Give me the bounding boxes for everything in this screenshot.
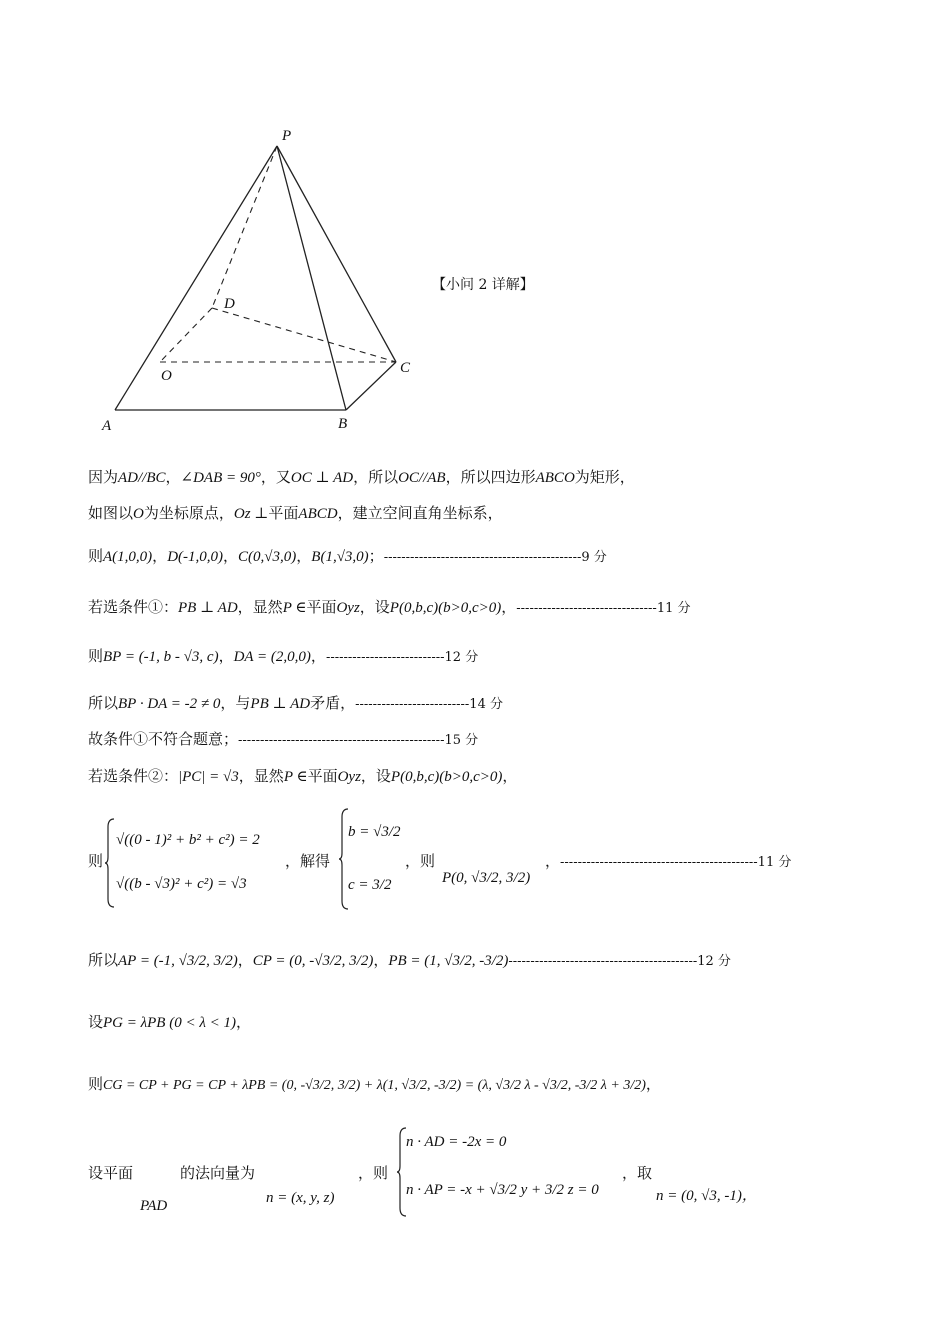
normal-text bbox=[180, 1163, 255, 1183]
solution-c: c = 3/2 bbox=[348, 877, 392, 893]
text: ，建立空间直角坐标系， bbox=[337, 504, 503, 522]
line-1 bbox=[88, 467, 635, 488]
text: 设平面 bbox=[88, 1164, 134, 1182]
math: n = (0, √3, -1) bbox=[656, 1188, 742, 1204]
math: Oyz bbox=[337, 769, 361, 785]
score-marker: ---------------------------12 分 bbox=[325, 650, 479, 665]
label-B: B bbox=[338, 416, 348, 432]
text: ， bbox=[165, 468, 181, 486]
math: OC ⊥ AD bbox=[290, 470, 354, 486]
text: ， bbox=[373, 951, 389, 969]
line-2 bbox=[88, 503, 503, 524]
solve-text bbox=[285, 851, 330, 871]
math: B(1,√3,0) bbox=[311, 549, 369, 565]
math: CG = CP + PG = CP + λPB = (0, -√3/2, 3/2) + λ(1, √3/2, -3/2) = (λ, √3/2 λ - √3/2, -3/2 λ + 3/2) bbox=[103, 1078, 646, 1093]
edge-PC bbox=[277, 146, 396, 362]
text: ， bbox=[237, 951, 253, 969]
text: 则 bbox=[88, 852, 104, 870]
line-5 bbox=[88, 646, 478, 668]
text: ， bbox=[218, 647, 234, 665]
text: ，则 bbox=[405, 852, 436, 870]
math: BP · DA = -2 ≠ 0 bbox=[118, 696, 221, 712]
text: ，又 bbox=[260, 468, 291, 486]
line-13-prefix bbox=[88, 1163, 133, 1183]
math: ∠DAB = 90° bbox=[180, 470, 261, 486]
math: P(0,b,c)(b>0,c>0) bbox=[389, 600, 502, 616]
pyramid-figure bbox=[90, 120, 430, 440]
text: 则 bbox=[88, 647, 104, 665]
math: PG = λPB (0 < λ < 1) bbox=[103, 1015, 236, 1031]
text: ，解得 bbox=[285, 852, 331, 870]
math: AP = (-1, √3/2, 3/2) bbox=[118, 953, 238, 969]
math: AD//BC bbox=[118, 470, 166, 486]
system-eq-1: √((0 - 1)² + b² + c²) = 2 bbox=[116, 832, 260, 848]
normal-vector-def: n = (x, y, z) bbox=[266, 1190, 335, 1206]
math: Oz ⊥ bbox=[233, 506, 269, 522]
line-8 bbox=[88, 766, 517, 787]
line-4 bbox=[88, 597, 691, 619]
text: ，则 bbox=[358, 1164, 389, 1182]
math: P ∈ bbox=[282, 600, 307, 616]
text: ，所以 bbox=[353, 468, 399, 486]
score-marker: ---------------------------------------------11 分 bbox=[560, 855, 792, 870]
edge-DC bbox=[212, 308, 396, 362]
text: ； bbox=[368, 547, 384, 565]
text: 则 bbox=[88, 547, 104, 565]
edge-DO bbox=[160, 308, 212, 362]
edge-PA bbox=[115, 146, 277, 410]
text: 所以 bbox=[88, 951, 119, 969]
text: 平面 bbox=[307, 767, 338, 785]
score-marker: -------------------------------------------12 分 bbox=[508, 954, 731, 969]
text: ， bbox=[741, 1188, 757, 1204]
normal-eq-1: n · AD = -2x = 0 bbox=[406, 1134, 507, 1150]
text: ，与 bbox=[220, 694, 251, 712]
label-P: P bbox=[282, 128, 292, 144]
line-12 bbox=[88, 1074, 661, 1096]
text: ，所以四边形 bbox=[445, 468, 536, 486]
math: C(0,√3,0) bbox=[238, 549, 297, 565]
text: ， bbox=[310, 647, 326, 665]
label-D: D bbox=[224, 296, 235, 312]
score-marker: --------------------------------11 分 bbox=[516, 601, 691, 616]
text: ， bbox=[296, 547, 312, 565]
text: ， bbox=[501, 598, 517, 616]
math: ABCD bbox=[298, 506, 338, 522]
plane-PAD: PAD bbox=[140, 1198, 168, 1214]
text: ，设 bbox=[360, 767, 391, 785]
text: ， bbox=[645, 1075, 661, 1093]
math: ABCO bbox=[535, 470, 575, 486]
system-eq-2: √((b - √3)² + c²) = √3 bbox=[116, 876, 247, 892]
text: 故条件①不符合题意； bbox=[88, 730, 239, 748]
line-11 bbox=[88, 1012, 251, 1033]
normal-vector-value bbox=[656, 1186, 757, 1206]
edge-PB bbox=[277, 146, 346, 410]
math: PB = (1, √3/2, -3/2) bbox=[388, 953, 509, 969]
left-brace-1 bbox=[104, 817, 116, 909]
line-9-suffix bbox=[545, 851, 791, 873]
math: P(0,b,c)(b>0,c>0) bbox=[390, 769, 503, 785]
line-3 bbox=[88, 546, 607, 568]
solution-b: b = √3/2 bbox=[348, 824, 401, 840]
label-O: O bbox=[161, 368, 172, 384]
line-6 bbox=[88, 693, 503, 715]
text: 如图以 bbox=[88, 504, 134, 522]
text: 为坐标原点， bbox=[143, 504, 234, 522]
line-9-prefix bbox=[88, 851, 103, 871]
score-marker: -----------------------------------------------15 分 bbox=[238, 733, 479, 748]
label-C: C bbox=[400, 360, 411, 376]
line-7 bbox=[88, 729, 478, 751]
text: ， bbox=[235, 1013, 251, 1031]
text: ， bbox=[223, 547, 239, 565]
text: 的法向量为 bbox=[180, 1164, 256, 1182]
text: 平面 bbox=[268, 504, 299, 522]
text: 为矩形， bbox=[574, 468, 635, 486]
text: ， bbox=[502, 767, 518, 785]
text: 矛盾， bbox=[310, 694, 356, 712]
math: BP = (-1, b - √3, c) bbox=[103, 649, 219, 665]
text: ，取 bbox=[622, 1164, 653, 1182]
math: OC//AB bbox=[398, 470, 446, 486]
text: 则 bbox=[88, 1075, 104, 1093]
math: PB ⊥ AD bbox=[250, 696, 311, 712]
math: Oyz bbox=[336, 600, 360, 616]
normal-eq-2: n · AP = -x + √3/2 y + 3/2 z = 0 bbox=[406, 1182, 599, 1198]
text: ，显然 bbox=[238, 767, 284, 785]
then-text bbox=[405, 851, 435, 871]
text: ，显然 bbox=[237, 598, 283, 616]
text: ，设 bbox=[359, 598, 390, 616]
text: 因为 bbox=[88, 468, 119, 486]
text: ， bbox=[545, 852, 561, 870]
section-heading: 【小问 2 详解】 bbox=[432, 277, 534, 293]
text: 若选条件①： bbox=[88, 598, 179, 616]
math: D(-1,0,0) bbox=[167, 549, 224, 565]
label-A: A bbox=[102, 418, 112, 434]
score-marker: --------------------------14 分 bbox=[355, 697, 503, 712]
math: |PC| = √3 bbox=[178, 769, 239, 785]
text: 若选条件②： bbox=[88, 767, 179, 785]
text: 所以 bbox=[88, 694, 119, 712]
math: CP = (0, -√3/2, 3/2) bbox=[252, 953, 374, 969]
line-10 bbox=[88, 950, 731, 972]
math: A(1,0,0) bbox=[103, 549, 153, 565]
edge-BC bbox=[346, 362, 396, 410]
math: DA = (2,0,0) bbox=[233, 649, 311, 665]
text: 平面 bbox=[306, 598, 337, 616]
then-text-2 bbox=[358, 1163, 388, 1183]
score-marker: ---------------------------------------------9 分 bbox=[383, 550, 607, 565]
math: O bbox=[133, 506, 144, 522]
take-text bbox=[622, 1163, 652, 1183]
text: ， bbox=[152, 547, 168, 565]
math: PB ⊥ AD bbox=[178, 600, 238, 616]
text: 设 bbox=[88, 1013, 104, 1031]
point-P: P(0, √3/2, 3/2) bbox=[442, 870, 531, 886]
edge-PD bbox=[212, 146, 277, 308]
math: P ∈ bbox=[283, 769, 308, 785]
